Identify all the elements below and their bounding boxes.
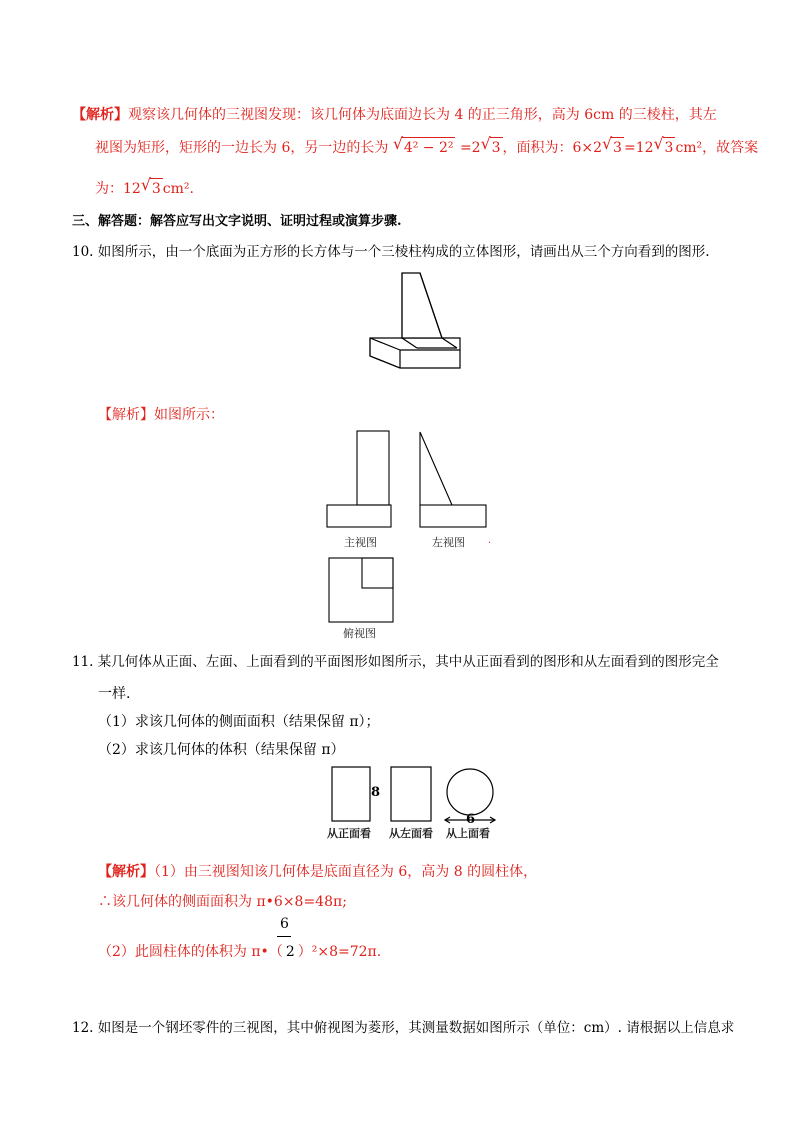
q11-text-line1: 11. 某几何体从正面、左面、上面看到的平面图形如图所示，其中从正面看到的图形和从左面看到的图形完全 bbox=[72, 654, 719, 670]
q9-analysis-line3: 为：12 √ 3 cm². bbox=[95, 175, 194, 197]
fraction-denominator: 2 bbox=[285, 944, 295, 960]
q11-analysis-line3: （2）此圆柱体的体积为 π•（ 2 ）²×8=72π. bbox=[98, 944, 382, 960]
q11-analysis-line1: 【解析】（1）由三视图知该几何体是底面直径为 6，高为 8 的圆柱体， bbox=[98, 864, 538, 880]
fraction-bar bbox=[277, 936, 291, 937]
q10-left-view bbox=[418, 430, 488, 530]
q12-text: 12. 如图是一个钢坯零件的三视图，其中俯视图为菱形，其测量数据如图所示（单位：cm）. 请根据以上信息求 bbox=[72, 1020, 735, 1036]
q11-left-view bbox=[390, 766, 435, 822]
caption-front-view: 主视图 bbox=[344, 536, 377, 549]
q9-analysis-line2: 视图为矩形，矩形的一边长为 6，另一边的长为 √ 4² − 2² =2 √ 3 ，面积为：6×2 √ 3 =12 √ 3 cm²，故答案 bbox=[95, 134, 759, 156]
q11-part2: （2）求该几何体的体积（结果保留 π） bbox=[98, 742, 345, 758]
q11-part1: （1）求该几何体的侧面面积（结果保留 π）； bbox=[98, 714, 380, 730]
q10-analysis: 【解析】如图所示： bbox=[98, 407, 224, 423]
caption-top-view: 俯视图 bbox=[343, 627, 376, 640]
q11-front-view bbox=[331, 766, 376, 822]
analysis-tag: 【解析】 bbox=[98, 864, 154, 880]
q10-front-view bbox=[325, 430, 395, 530]
caption-left-view: 左视图 bbox=[432, 536, 465, 549]
sqrt-expression: √ 4² − 2² bbox=[392, 134, 454, 156]
q9-analysis-line1: 【解析】观察该几何体的三视图发现：该几何体为底面边长为 4 的正三角形，高为 6cm 的三棱柱，其左 bbox=[72, 107, 717, 123]
fraction-numerator: 6 bbox=[280, 916, 289, 932]
caption-top: 从上面看 bbox=[446, 827, 490, 840]
analysis-tag: 【解析】 bbox=[72, 107, 128, 123]
caption-front: 从正面看 bbox=[327, 827, 371, 840]
q10-top-view bbox=[327, 556, 397, 624]
q11-analysis-line2: ∴该几何体的侧面面积为 π•6×8=48π; bbox=[98, 894, 347, 910]
q11-text-line2: 一样. bbox=[98, 686, 131, 702]
q10-text: 10. 如图所示，由一个底面为正方形的长方体与一个三棱柱构成的立体图形，请画出从三个方向看到的图形. bbox=[72, 244, 710, 260]
q10-solid-figure bbox=[360, 268, 470, 388]
dimension-diameter: 6 bbox=[466, 812, 476, 827]
stray-dot: · bbox=[488, 538, 492, 549]
dimension-height: 8 bbox=[371, 785, 381, 800]
section-heading: 三、解答题：解答应写出文字说明、证明过程或演算步骤. bbox=[72, 214, 402, 229]
caption-left: 从左面看 bbox=[389, 827, 433, 840]
